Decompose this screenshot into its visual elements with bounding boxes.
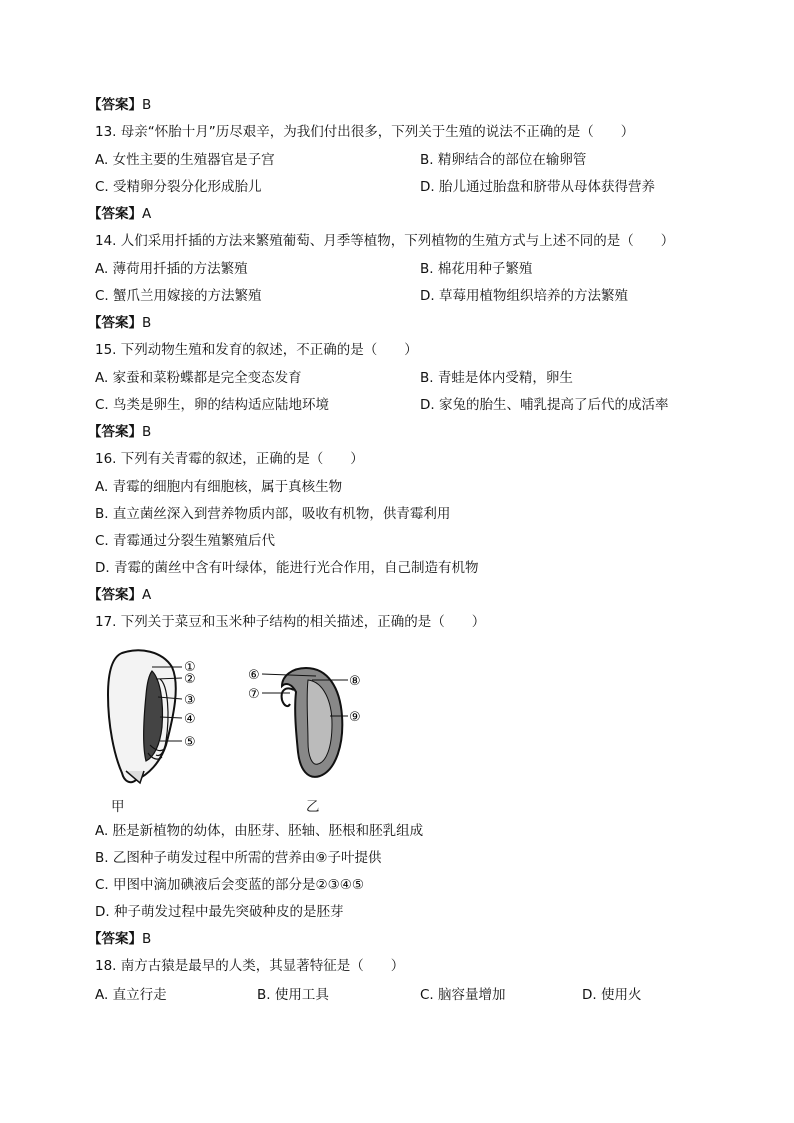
question-13-stem: 13. 母亲“怀胎十月”历尽艰辛，为我们付出很多，下列关于生殖的说法不正确的是（ ） xyxy=(95,124,635,140)
bean-label-7: ⑦ xyxy=(248,687,260,702)
question-18-option-a: A. 直立行走 xyxy=(95,987,167,1003)
bean-label-9: ⑨ xyxy=(349,710,361,725)
answer-tag: 【答案】 xyxy=(88,931,142,947)
answer-line-12 xyxy=(88,96,151,114)
question-18-option-d: D. 使用火 xyxy=(582,987,642,1003)
question-14-option-a: A. 薄荷用扦插的方法繁殖 xyxy=(95,261,248,277)
bean-label-6: ⑥ xyxy=(248,668,260,683)
question-14-option-c: C. 蟹爪兰用嫁接的方法繁殖 xyxy=(95,288,262,304)
question-15-option-c: C. 鸟类是卵生，卵的结构适应陆地环境 xyxy=(95,397,330,413)
question-16-option-b: B. 直立菌丝深入到营养物质内部，吸收有机物，供青霉利用 xyxy=(95,506,451,522)
answer-value: B xyxy=(142,931,152,947)
question-16-option-c: C. 青霉通过分裂生殖繁殖后代 xyxy=(95,533,276,549)
question-17-option-c: C. 甲图中滴加碘液后会变蓝的部分是②③④⑤ xyxy=(95,877,364,893)
corn-label-3: ③ xyxy=(184,693,196,708)
corn-label-4: ④ xyxy=(184,712,196,727)
answer-value: B xyxy=(142,424,152,440)
answer-line-17 xyxy=(88,930,151,948)
question-15-stem: 15. 下列动物生殖和发育的叙述，不正确的是（ ） xyxy=(95,342,418,358)
answer-value: A xyxy=(142,587,152,603)
answer-value: B xyxy=(142,315,152,331)
question-18-stem: 18. 南方古猿是最早的人类，其显著特征是（ ） xyxy=(95,958,405,974)
question-14-option-d: D. 草莓用植物组织培养的方法繁殖 xyxy=(420,288,628,304)
answer-tag: 【答案】 xyxy=(88,97,142,113)
corn-seed-figure xyxy=(100,645,210,790)
question-13-option-c: C. 受精卵分裂分化形成胎儿 xyxy=(95,179,262,195)
bean-seed-figure xyxy=(246,662,376,787)
question-17-stem: 17. 下列关于菜豆和玉米种子结构的相关描述，正确的是（ ） xyxy=(95,614,486,630)
question-15-option-d: D. 家兔的胎生、哺乳提高了后代的成活率 xyxy=(420,397,669,413)
question-18-option-b: B. 使用工具 xyxy=(257,987,329,1003)
answer-tag: 【答案】 xyxy=(88,206,142,222)
question-17-option-d: D. 种子萌发过程中最先突破种皮的是胚芽 xyxy=(95,904,344,920)
question-13-option-d: D. 胎儿通过胎盘和脐带从母体获得营养 xyxy=(420,179,655,195)
question-17-option-a: A. 胚是新植物的幼体，由胚芽、胚轴、胚根和胚乳组成 xyxy=(95,823,424,839)
answer-tag: 【答案】 xyxy=(88,424,142,440)
corn-label-5: ⑤ xyxy=(184,735,196,750)
question-13-option-b: B. 精卵结合的部位在输卵管 xyxy=(420,152,587,168)
figure-caption-yi: 乙 xyxy=(306,799,320,815)
corn-label-2: ② xyxy=(184,672,196,687)
figure-caption-jia: 甲 xyxy=(111,799,125,815)
question-14-option-b: B. 棉花用种子繁殖 xyxy=(420,261,533,277)
corn-seed-outline xyxy=(108,650,176,782)
answer-tag: 【答案】 xyxy=(88,587,142,603)
answer-line-15 xyxy=(88,423,151,441)
question-14-stem: 14. 人们采用扦插的方法来繁殖葡萄、月季等植物，下列植物的生殖方式与上述不同的是（ ） xyxy=(95,233,675,249)
answer-line-14 xyxy=(88,314,151,332)
question-18-option-c: C. 脑容量增加 xyxy=(420,987,506,1003)
question-16-option-a: A. 青霉的细胞内有细胞核，属于真核生物 xyxy=(95,479,343,495)
answer-line-16 xyxy=(88,586,151,604)
answer-line-13 xyxy=(88,205,151,223)
answer-value: B xyxy=(142,97,152,113)
question-15-option-b: B. 青蛙是体内受精，卵生 xyxy=(420,370,573,386)
question-16-stem: 16. 下列有关青霉的叙述，正确的是（ ） xyxy=(95,451,364,467)
answer-value: A xyxy=(142,206,152,222)
bean-label-8: ⑧ xyxy=(349,674,361,689)
question-13-option-a: A. 女性主要的生殖器官是子宫 xyxy=(95,152,275,168)
question-16-option-d: D. 青霉的菌丝中含有叶绿体，能进行光合作用，自己制造有机物 xyxy=(95,560,479,576)
question-15-option-a: A. 家蚕和菜粉蝶都是完全变态发育 xyxy=(95,370,302,386)
answer-tag: 【答案】 xyxy=(88,315,142,331)
corn-label-1: ① xyxy=(184,660,196,675)
question-17-option-b: B. 乙图种子萌发过程中所需的营养由⑨子叶提供 xyxy=(95,850,382,866)
bean-embryo-axis xyxy=(282,688,294,706)
